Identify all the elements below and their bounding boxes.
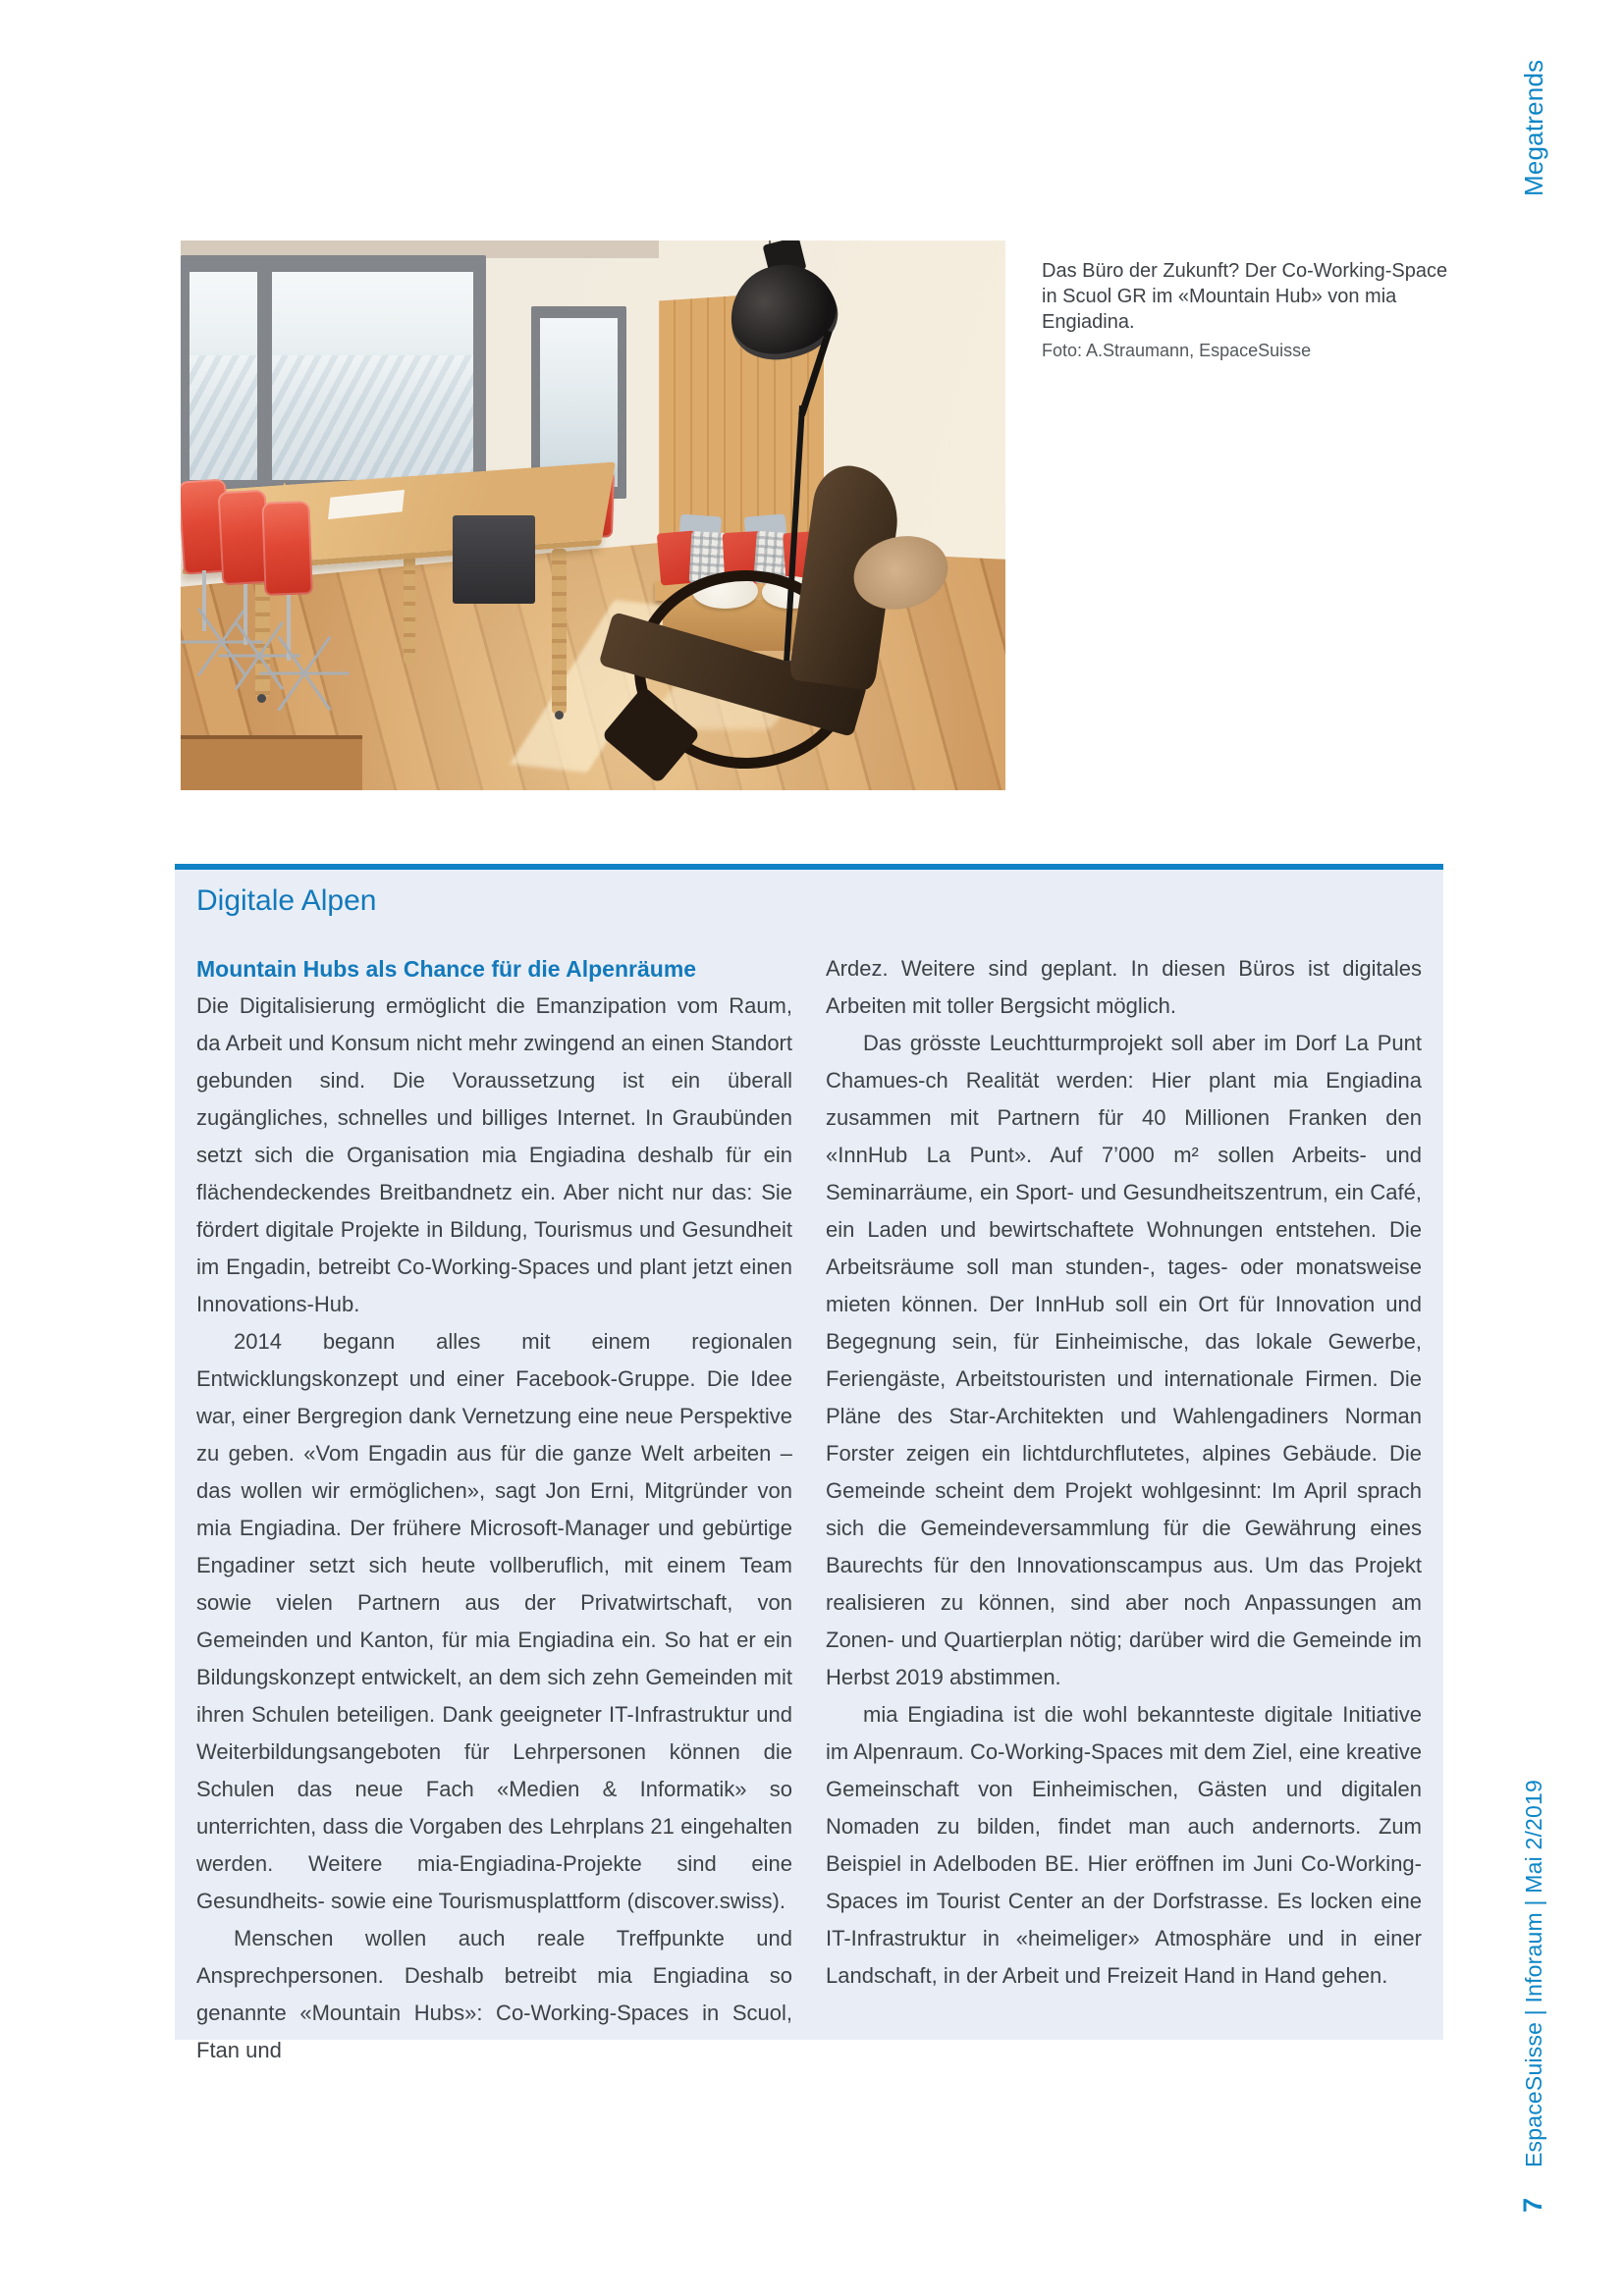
article-paragraph: Ardez. Weitere sind geplant. In diesen Büros ist digitales Arbeiten mit toller Bergsicht möglich.: [826, 956, 1422, 1018]
article-column-right: [826, 950, 1422, 2069]
photo-table-leg: [552, 549, 567, 714]
photo-caption: [1042, 258, 1474, 363]
photo-caption-line2: in Scuol GR im «Mountain Hub» von mia Engiadina.: [1042, 286, 1397, 333]
page-number: 7: [1518, 2197, 1547, 2213]
article-columns: [196, 950, 1422, 2069]
article-paragraph: Die Digitalisierung ermöglicht die Emanzipation vom Raum, da Arbeit und Konsum nicht mehr zwingend an einen Standort gebunden sind. Die Voraussetzung ist ein überall zugängliches, schnelles und billiges Internet. In Graubünden setzt sich die Organisation mia Engiadina deshalb für ein flächendeckendes Breitbandnetz ein. Aber nicht nur das: Sie fördert digitale Projekte in Bildung, Tourismus und Gesundheit im Engadin, betreibt Co-Working-Spaces und plant jetzt einen Innovations-Hub.: [196, 993, 792, 1316]
photo-office-chair: [261, 501, 312, 596]
photo-chair-base: [259, 661, 350, 685]
photo-credit: Foto: A.Straumann, EspaceSuisse: [1042, 341, 1312, 360]
article-left-paragraphs: [196, 988, 792, 2069]
edge-label-footer: EspaceSuisse | Inforaum | Mai 2/2019: [1521, 1779, 1546, 2167]
article-photo: [181, 240, 1005, 790]
photo-caster-wheel: [555, 711, 564, 720]
section-accent-bar: [175, 864, 1443, 870]
article-paragraph: mia Engiadina ist die wohl bekannteste digitale Initiative im Alpenraum. Co-Working-Spaces mit dem Ziel, eine kreative Gemeinschaft von Einheimischen, Gästen und digitalen Nomaden zu bilden, findet man auch andernorts. Zum Beispiel in Adelboden BE. Hier eröffnen im Juni Co-Working-Spaces im Tourist Center an der Dorfstrasse. Es locken eine IT-Infrastruktur in «heimeliger» Atmosphäre und in einer Landschaft, in der Arbeit und Freizeit Hand in Hand gehen.: [826, 1702, 1422, 1988]
article-column-left: [196, 950, 792, 2069]
article-paragraph: Das grösste Leuchtturmprojekt soll aber im Dorf La Punt Chamues-ch Realität werden: Hier plant mia Engiadina zusammen mit Partnern für 40 Millionen Franken den «InnHub La Punt». Auf 7’000 m² sollen Arbeits- und Seminarräume, ein Sport- und Gesundheitszentrum, ein Café, ein Laden und bewirtschaftete Wohnungen entstehen. Die Arbeitsräume soll man stunden-, tages- oder monatsweise mieten können. Der InnHub soll ein Ort für Innovation und Begegnung sein, für Einheimische, das lokale Gewerbe, Feriengäste, Arbeitstouristen und internationale Firmen. Die Pläne des Star-Architekten und Wahlengadiners Norman Forster zeigen ein lichtdurchflutetes, alpines Gebäude. Die Gemeinde scheint dem Projekt wohlgesinnt: Im April sprach sich die Gemeindeversammlung für die Gewährung eines Baurechts für den Innovationscampus aus. Um das Projekt realisieren zu können, sind aber noch Anpassungen am Zonen- und Quartierplan nötig; darüber wird die Gemeinde im Herbst 2019 abstimmen.: [826, 1031, 1422, 1689]
photo-caption-line1: Das Büro der Zukunft? Der Co-Working-Space: [1042, 260, 1448, 282]
photo-window-left: [181, 255, 486, 497]
photo-table-leg: [404, 543, 416, 664]
article-right-paragraphs: [826, 950, 1422, 1995]
article-paragraph: 2014 begann alles mit einem regionalen Entwicklungskonzept und einer Facebook-Gruppe. Die Idee war, einer Bergregion dank Vernetzung eine neue Perspektive zu geben. «Vom Engadin aus für die ganze Welt arbeiten – das wollen wir ermöglichen», sagt Jon Erni, Mitgründer von mia Engiadina. Der frühere Microsoft-Manager und gebürtige Engadiner setzt sich heute vollberuflich, mit einem Team sowie vielen Partnern aus der Privatwirtschaft, von Gemeinden und Kanton, für mia Engiadina ein. So hat er ein Bildungskonzept entwickelt, an dem sich zehn Gemeinden mit ihren Schulen beteiligen. Dank geeigneter IT-Infrastruktur und Weiterbildungsangeboten für Lehrpersonen können die Schulen das neue Fach «Medien & Informatik» so unterrichten, dass die Vorgaben des Lehrplans 21 eingehalten werden. Weitere mia-Engiadina-Projekte sind eine Gesundheits- sowie eine Tourismusplattform (discover.swiss).: [196, 1329, 792, 1913]
article-subtitle: Mountain Hubs als Chance für die Alpenräume: [196, 956, 697, 982]
photo-storage-box: [453, 515, 535, 604]
photo-wood-step: [181, 735, 362, 790]
section-title: Digitale Alpen: [196, 884, 377, 917]
article-paragraph: Menschen wollen auch reale Treffpunkte und Ansprechpersonen. Deshalb betreibt mia Engiadina so genannte «Mountain Hubs»: Co-Working-Spaces in Scuol, Ftan und: [196, 1926, 792, 2062]
section-panel: [175, 864, 1443, 2062]
edge-label-megatrends: Megatrends: [1519, 59, 1548, 196]
